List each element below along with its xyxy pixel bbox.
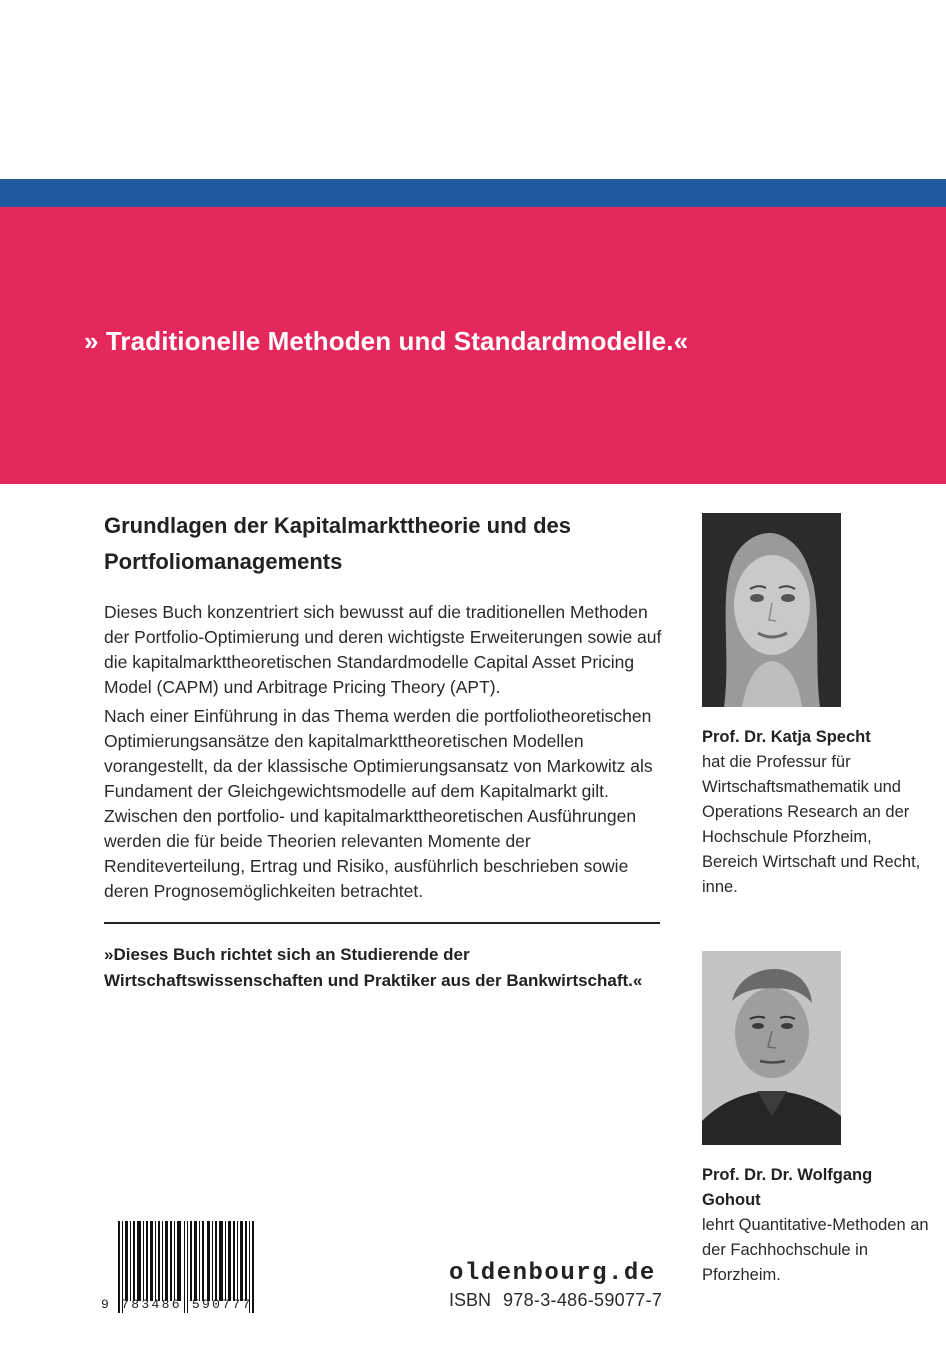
author-photo-gohout bbox=[702, 951, 841, 1145]
book-title-line2: Portfoliomanagements bbox=[104, 549, 343, 574]
author-description-gohout: lehrt Quantitative-Methoden an der Fachhochschule in Pforzheim. bbox=[702, 1216, 929, 1284]
banner-tagline: » Traditionelle Methoden und Standardmodelle.« bbox=[84, 326, 689, 356]
author-name-gohout: Prof. Dr. Dr. Wolfgang Gohout bbox=[702, 1166, 873, 1209]
publisher-url[interactable]: oldenbourg.de bbox=[449, 1260, 656, 1287]
isbn-number: 978-3-486-59077-7 bbox=[503, 1290, 663, 1310]
author-photo-specht bbox=[702, 513, 841, 707]
divider-line bbox=[104, 922, 660, 924]
description-paragraph-1: Dieses Buch konzentriert sich bewusst auf die traditionellen Methoden der Portfolio-Optimierung und deren wichtigste Erweiterungen sowie auf die kapitalmarkttheoretischen Standardmodelle Capital Asset Pricing Model (CAPM) und Arbitrage Pricing Theory (APT). bbox=[104, 602, 662, 697]
author-description-specht: hat die Professur für Wirtschaftsmathematik und Operations Research an der Hochschule Pforzheim, Bereich Wirtschaft und Recht, inne. bbox=[702, 753, 921, 896]
barcode-digits: 9 783486 590777 bbox=[101, 1297, 253, 1312]
isbn-label: ISBN bbox=[449, 1290, 492, 1310]
portrait-man-image bbox=[702, 951, 841, 1145]
blue-stripe bbox=[0, 179, 946, 207]
author-bio-gohout bbox=[702, 1163, 932, 1288]
portrait-woman-image bbox=[702, 513, 841, 707]
author-name-specht: Prof. Dr. Katja Specht bbox=[702, 728, 871, 746]
book-title-line1: Grundlagen der Kapitalmarkttheorie und des bbox=[104, 513, 571, 538]
description-paragraph-2: Nach einer Einführung in das Thema werden die portfoliotheoretischen Optimierungsansätze den kapitalmarkttheoretischen Modellen vorangestellt, da der klassische Optimierungsansatz von Markowitz als Fundament der Gleichgewichtsmodelle auf dem Kapitalmarkt gilt. Zwischen den portfolio- und kapitalmarkttheoretischen Ausführungen werden die für beide Theorien relevanten Momente der Renditeverteilung, Ertrag und Risiko, ausführlich beschrieben sowie deren Prognosemöglichkeiten betrachtet. bbox=[104, 706, 653, 901]
audience-quote: »Dieses Buch richtet sich an Studierende der Wirtschaftswissenschaften und Praktiker aus der Bankwirtschaft.« bbox=[104, 945, 643, 990]
author-bio-specht bbox=[702, 725, 932, 900]
book-description bbox=[104, 600, 664, 908]
book-title bbox=[104, 508, 664, 580]
